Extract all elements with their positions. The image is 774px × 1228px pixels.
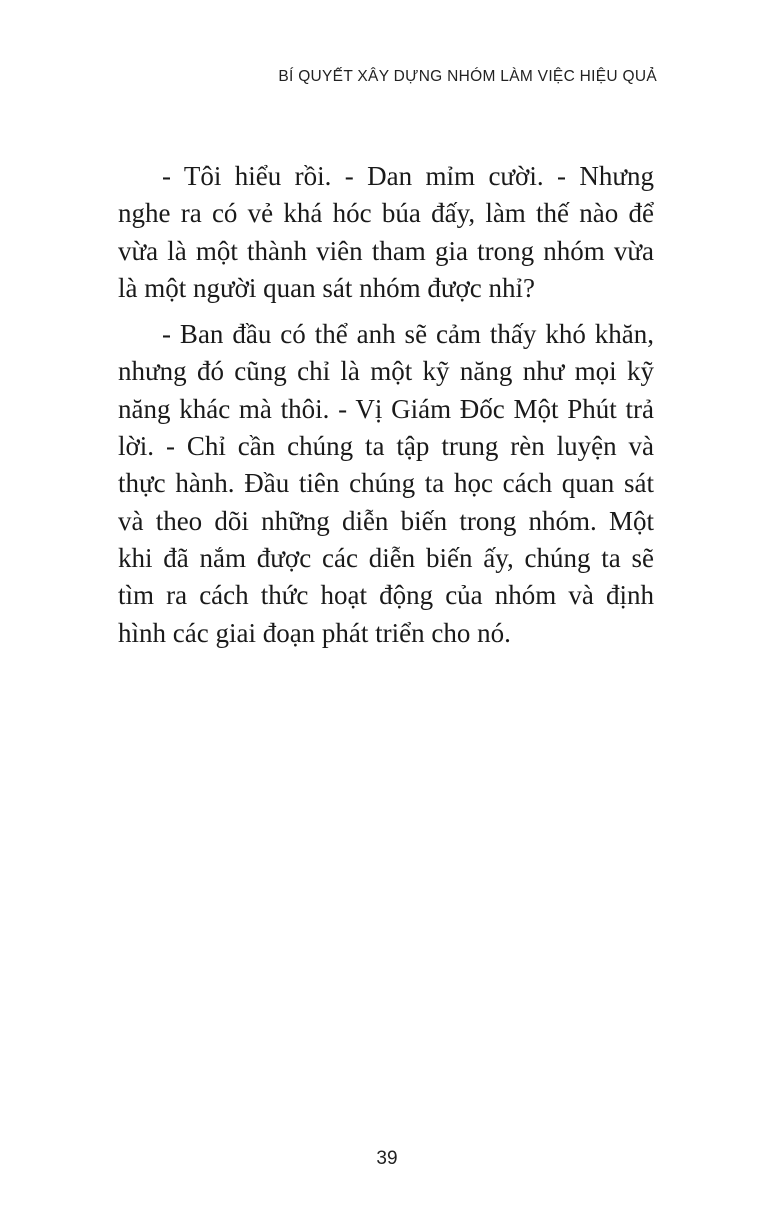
text-line: là một người quan sát nhóm được nhỉ? [118, 272, 536, 303]
text-line: - Ban đầu có thể anh sẽ cảm thấy khó khăn, [162, 319, 654, 350]
running-header: BÍ QUYẾT XÂY DỰNG NHÓM LÀM VIỆC HIỆU QUẢ [278, 68, 657, 85]
text-line: thực hành. Đầu tiên chúng ta học cách quan sát [118, 468, 654, 499]
paragraph-1 [118, 158, 654, 307]
text-line: năng khác mà thôi. - Vị Giám Đốc Một Phút trả [118, 393, 654, 424]
paragraph-2 [118, 316, 654, 652]
text-line: nghe ra có vẻ khá hóc búa đấy, làm thế nào để [118, 198, 654, 229]
text-line: hình các giai đoạn phát triển cho nó. [118, 617, 511, 648]
page-number: 39 [376, 1148, 398, 1169]
text-line: - Tôi hiểu rồi. - Dan mỉm cười. - Nhưng [162, 161, 654, 191]
text-line: lời. - Chỉ cần chúng ta tập trung rèn luyện và [118, 431, 654, 462]
text-line: tìm ra cách thức hoạt động của nhóm và định [118, 580, 654, 611]
body-text [118, 158, 654, 652]
text-line: và theo dõi những diễn biến trong nhóm. Một [118, 505, 654, 536]
text-line: khi đã nắm được các diễn biến ấy, chúng ta sẽ [118, 542, 654, 573]
text-line: nhưng đó cũng chỉ là một kỹ năng như mọi kỹ [118, 356, 654, 387]
text-line: vừa là một thành viên tham gia trong nhóm vừa [118, 235, 654, 266]
